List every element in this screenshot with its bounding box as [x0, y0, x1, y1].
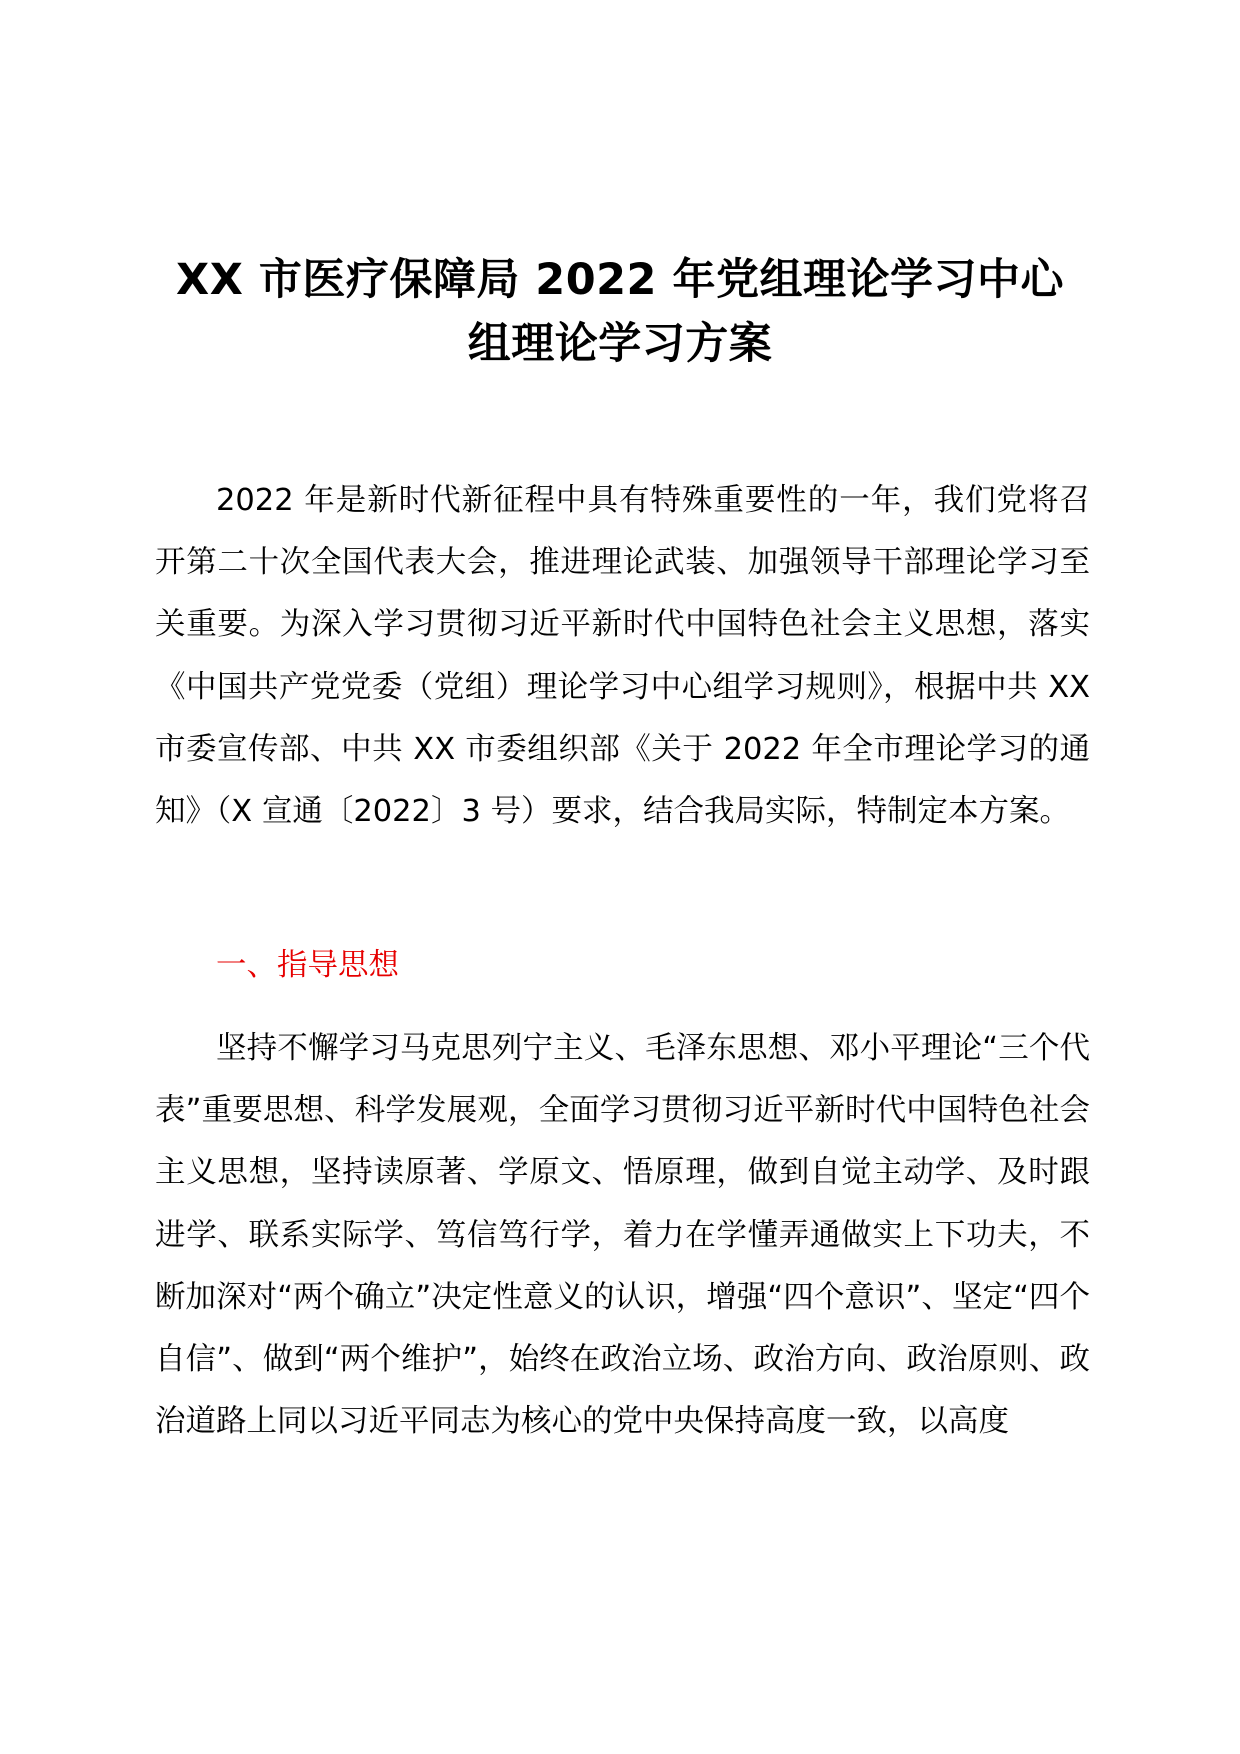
title-line-2: 组理论学习方案	[467, 319, 773, 369]
section-heading-guiding-ideology: 一、指导思想	[216, 948, 399, 983]
guiding-ideology-paragraph: 坚持不懈学习马克思列宁主义、毛泽东思想、邓小平理论“三个代表”重要思想、科学发展观，全面学习贯彻习近平新时代中国特色社会主义思想，坚持读原著、学原文、悟原理，做到自觉主动学、及时跟进学、联系实际学、笃信笃行学，着力在学懂弄通做实上下功夫，不断加深对“两个确立”决定性意义的认识，增强“四个意识”、坚定“四个自信”、做到“两个维护”，始终在政治立场、政治方向、政治原则、政治道路上同以习近平同志为核心的党中央保持高度一致，以高度	[155, 1031, 1090, 1440]
document-title	[140, 248, 1100, 376]
title-line-1: XX 市医疗保障局 2022 年党组理论学习中心	[176, 255, 1064, 305]
intro-paragraph: 2022 年是新时代新征程中具有特殊重要性的一年，我们党将召开第二十次全国代表大会，推进理论武装、加强领导干部理论学习至关重要。为深入学习贯彻习近平新时代中国特色社会主义思想，落实《中国共产党党委（党组）理论学习中心组学习规则》，根据中共 XX 市委宣传部、中共 XX 市委组织部《关于 2022 年全市理论学习的通知》（X 宣通〔2022〕3 号）要求，结合我局实际，特制定本方案。	[155, 483, 1090, 830]
